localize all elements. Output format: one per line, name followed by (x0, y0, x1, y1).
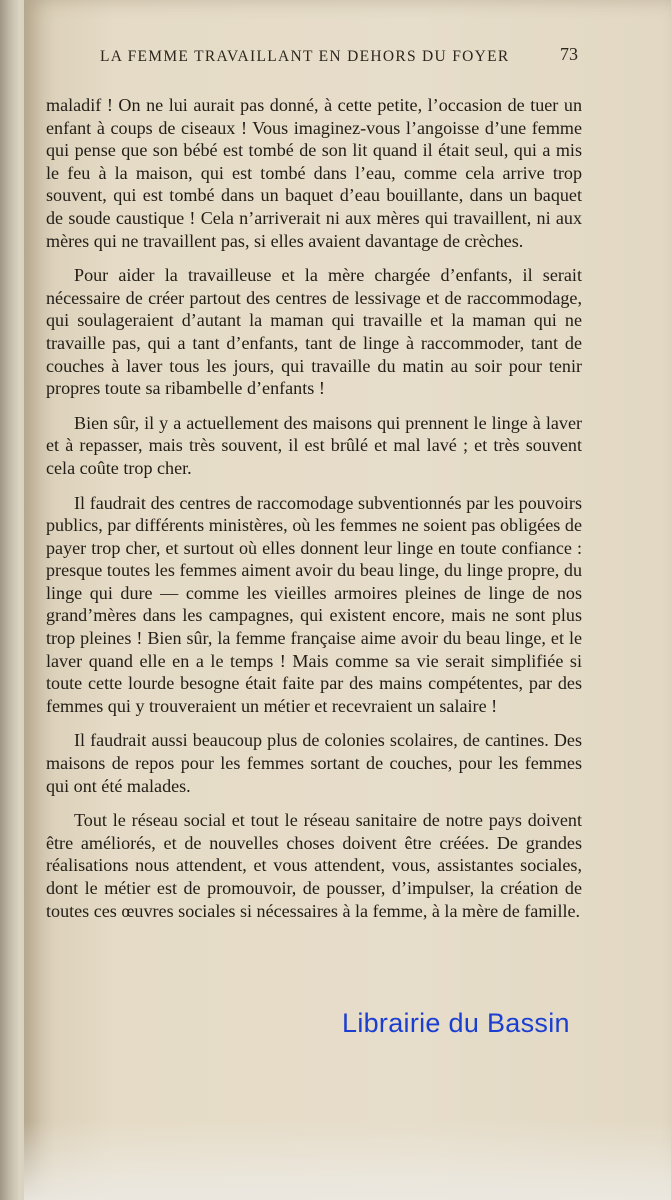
running-head: LA FEMME TRAVAILLANT EN DEHORS DU FOYER (100, 48, 510, 65)
page-bottom-fade (24, 1120, 671, 1200)
paragraph-3: Bien sûr, il y a actuellement des maisons qui prennent le linge à laver et à repasser, mais très souvent, il est brûlé et mal lavé ; et très souvent cela coûte trop cher. (46, 412, 582, 478)
paragraph-4: Il faudrait des centres de raccomodage subventionnés par les pouvoirs publics, par différents ministères, où les femmes ne soient pas obligées de payer trop cher, et surtout où elles donnent leur linge en toute confiance : presque toutes les femmes aiment avoir du beau linge, du linge propre, du linge qui dure — comme les vieilles armoires pleines de linge de nos grand’mères dans les campagnes, qui existent encore, mais ne sont plus trop pleines ! Bien sûr, la femme française aime avoir du beau linge, et le laver quand elle en a le temps ! Mais comme sa vie serait simplifiée si toute cette lourde besogne était faite par des mains compétentes, par des femmes qui y trouveraient un métier et recevraient un salaire ! (46, 492, 582, 716)
paragraph-1: maladif ! On ne lui aurait pas donné, à cette petite, l’occasion de tuer un enfant à coups de ciseaux ! Vous imaginez-vous l’angoisse d’une femme qui pense que son bébé est tombé de son lit quand il était seul, qui a mis le feu à la maison, qui est tombé dans l’eau, comme cela arrive trop souvent, qui est tombé dans un baquet d’eau bouillante, dans un baquet de soude caustique ! Cela n’arriverait ni aux mères qui travaillent, ni aux mères qui ne travaillent pas, si elles avaient davantage de crèches. (46, 95, 582, 251)
body-text (46, 94, 582, 934)
paragraph-5: Il faudrait aussi beaucoup plus de colonies scolaires, de cantines. Des maisons de repos pour les femmes sortant de couches, pour les femmes qui ont été malades. (46, 730, 582, 796)
paragraph-6: Tout le réseau social et tout le réseau sanitaire de notre pays doivent être améliorés, et de nouvelles choses doivent être créées. De grandes réalisations nous attendent, et vous attendent, vous, assistantes sociales, dont le métier est de promouvoir, de pousser, d’impulser, la création de toutes ces œuvres sociales si nécessaires à la femme, à la mère de famille. (46, 810, 582, 921)
page-number: 73 (560, 44, 578, 64)
bookseller-watermark: Librairie du Bassin (342, 1008, 570, 1038)
paragraph-2: Pour aider la travailleuse et la mère chargée d’enfants, il serait nécessaire de créer partout des centres de lessivage et de raccommodage, qui soulageraient d’autant la maman qui travaille et la maman qui ne travaille pas, qui a tant d’enfants, tant de linge à raccommoder, tant de couches à laver tous les jours, qui travaille du matin au soir pour tenir propres toute sa ribambelle d’enfants ! (46, 265, 582, 399)
